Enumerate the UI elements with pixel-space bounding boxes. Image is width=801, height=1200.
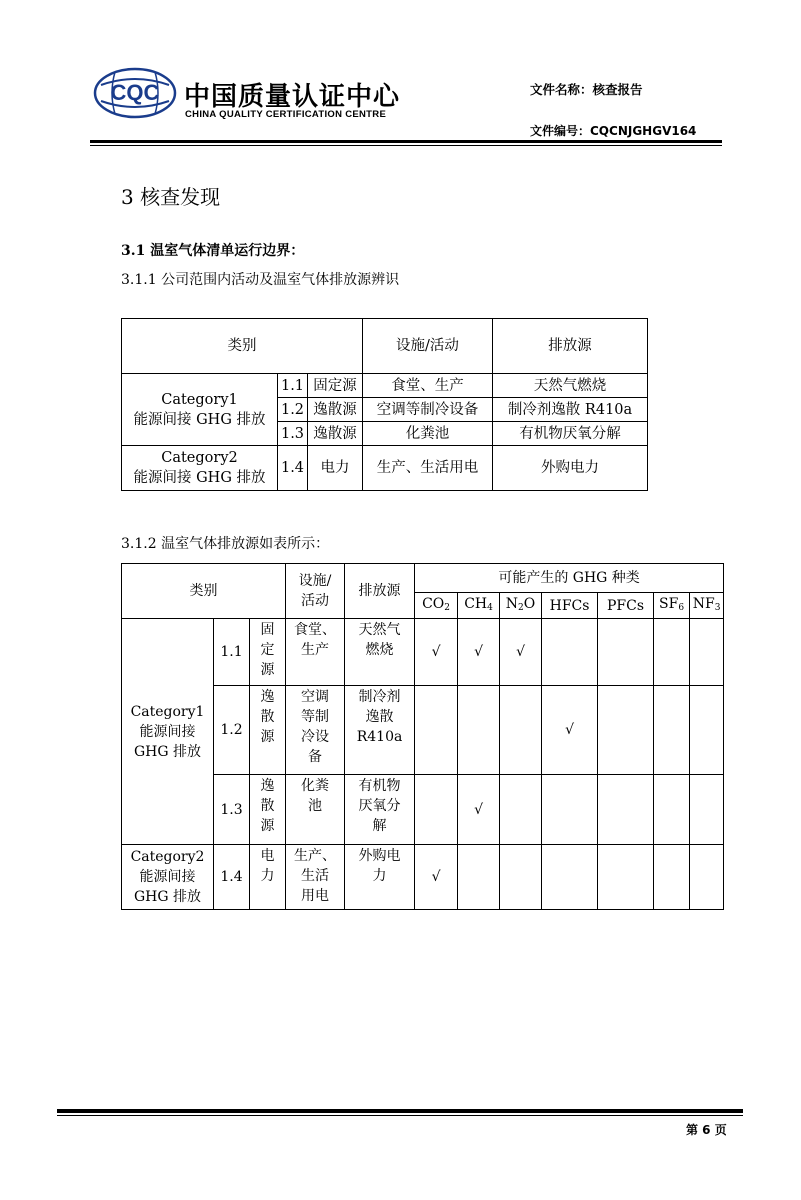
t1-row-type: 固定源 <box>308 374 363 398</box>
t1-row-no: 1.2 <box>278 398 308 422</box>
gas-subscript: 4 <box>487 602 493 613</box>
gas-base: HFCs <box>549 597 590 614</box>
t1-row-type: 逸散源 <box>308 422 363 446</box>
t1-category2-line2: 能源间接 GHG 排放 <box>133 470 266 486</box>
t2-row-facility-line: 生活 <box>301 868 330 884</box>
t2-row-type-line: 固 <box>260 622 275 638</box>
t2-row-type-line: 源 <box>260 818 275 834</box>
t2-row-source-line: 有机物 <box>358 778 401 794</box>
t2-row-source-line: 燃烧 <box>365 642 394 658</box>
t1-header-source: 排放源 <box>493 319 648 374</box>
t2-row-type <box>250 686 286 775</box>
t2-category2-line3: GHG 排放 <box>133 889 202 905</box>
t2-ghg-mark <box>654 619 690 686</box>
t2-row-source <box>345 619 415 686</box>
t2-category1-line1: Category1 <box>130 703 205 720</box>
section-title: 3 核查发现 <box>121 185 221 209</box>
header-rule-thin <box>90 145 722 146</box>
t2-row-type-line: 力 <box>260 868 275 884</box>
emission-source-table <box>121 318 648 491</box>
t2-row-type <box>250 845 286 910</box>
gas-header <box>598 593 654 619</box>
t1-header-category: 类别 <box>122 319 363 374</box>
ghg-type-table <box>121 563 724 910</box>
t1-row-facility: 生产、生活用电 <box>363 446 493 491</box>
gas-base: PFCs <box>607 597 645 614</box>
t2-row <box>122 845 724 910</box>
gas-base: CO <box>422 595 445 612</box>
t2-row-type-line: 逸 <box>260 778 275 794</box>
t2-ghg-mark <box>500 775 542 845</box>
gas-base: CH <box>464 595 488 612</box>
t2-row-type-line: 源 <box>260 662 275 678</box>
t2-ghg-mark <box>458 686 500 775</box>
t1-header-facility: 设施/活动 <box>363 319 493 374</box>
t1-category2-line1: Category2 <box>161 450 238 466</box>
t2-row-facility-line: 空调 <box>301 689 330 705</box>
t2-ghg-mark: √ <box>458 619 500 686</box>
t2-row-source <box>345 775 415 845</box>
t2-ghg-mark <box>415 686 458 775</box>
t2-row-facility <box>286 775 345 845</box>
gas-header <box>542 593 598 619</box>
t2-ghg-mark: √ <box>415 845 458 910</box>
t2-ghg-mark <box>654 775 690 845</box>
t2-row-type-line: 定 <box>260 642 275 658</box>
t2-row-type-line: 散 <box>260 798 275 814</box>
gas-base: SF <box>659 595 679 612</box>
t2-row-type-line: 逸 <box>260 689 275 705</box>
t2-header-facility <box>286 564 345 619</box>
subsection-2-title: 3.1.2 温室气体排放源如表所示： <box>121 536 330 552</box>
t2-ghg-mark <box>654 686 690 775</box>
t1-row-source: 制冷剂逸散 R410a <box>493 398 648 422</box>
doc-number: 文件编号：CQCNJGHGV164 <box>530 124 697 138</box>
t2-ghg-mark <box>598 775 654 845</box>
t2-ghg-mark <box>690 775 724 845</box>
t2-category2-line1: Category2 <box>130 849 205 865</box>
t2-ghg-mark: √ <box>458 775 500 845</box>
gas-header <box>415 593 458 619</box>
gas-header <box>458 593 500 619</box>
header-rule <box>90 140 722 143</box>
t2-ghg-mark <box>458 845 500 910</box>
gas-base: NF <box>692 595 715 612</box>
cqc-logo <box>93 67 177 119</box>
doc-name: 文件名称：核查报告 <box>530 82 643 97</box>
t2-row-type <box>250 775 286 845</box>
gas-subscript: 3 <box>714 602 721 613</box>
t2-ghg-mark <box>542 845 598 910</box>
t2-row-facility <box>286 845 345 910</box>
t2-row-no: 1.3 <box>214 775 250 845</box>
t1-category1-line2: 能源间接 GHG 排放 <box>133 411 266 428</box>
t2-ghg-mark <box>598 686 654 775</box>
t2-ghg-mark <box>415 775 458 845</box>
gas-header <box>654 593 690 619</box>
t2-row-source-line: 天然气 <box>358 622 401 638</box>
footer-rule-thin <box>57 1115 743 1116</box>
t2-header-category: 类别 <box>122 564 286 619</box>
t2-ghg-mark <box>690 619 724 686</box>
t2-ghg-mark <box>690 686 724 775</box>
t1-row-source: 天然气燃烧 <box>493 374 648 398</box>
t2-row-facility-line: 等制 <box>301 709 330 725</box>
t1-row-no: 1.3 <box>278 422 308 446</box>
t2-row-source-line: 力 <box>372 868 387 884</box>
t2-ghg-mark <box>690 845 724 910</box>
t2-category1-line2: 能源间接 <box>139 723 196 740</box>
t2-row-source-line: R410a <box>356 729 403 745</box>
t2-row-source-line: 外购电 <box>358 848 401 864</box>
t2-row-facility-line: 备 <box>308 749 323 765</box>
section-subtitle: 3.1 温室气体清单运行边界： <box>121 243 305 259</box>
t2-row-no: 1.2 <box>214 686 250 775</box>
t1-row-facility: 食堂、生产 <box>363 374 493 398</box>
t2-row-source-line: 逸散 <box>365 709 394 725</box>
t2-row-facility-line: 生产、 <box>294 848 337 864</box>
t2-row-source <box>345 845 415 910</box>
t2-row-type-line: 源 <box>260 729 275 745</box>
t2-ghg-mark <box>542 775 598 845</box>
t2-row-type <box>250 619 286 686</box>
t2-header-source: 排放源 <box>345 564 415 619</box>
gas-tail: O <box>523 595 536 612</box>
t2-row-facility <box>286 619 345 686</box>
t2-header-ghg: 可能产生的 GHG 种类 <box>415 564 724 593</box>
t2-row-type-line: 散 <box>260 709 275 725</box>
t2-ghg-mark: √ <box>415 619 458 686</box>
t2-ghg-mark: √ <box>500 619 542 686</box>
t1-row-source: 外购电力 <box>493 446 648 491</box>
page-number: 第 6 页 <box>686 1123 727 1137</box>
t1-row-no: 1.4 <box>278 446 308 491</box>
gas-subscript: 6 <box>678 602 685 613</box>
t2-row-facility-line: 池 <box>308 798 323 814</box>
gas-header <box>500 593 542 619</box>
footer-rule <box>57 1109 743 1113</box>
t2-ghg-mark <box>542 619 598 686</box>
subsection-1-title: 3.1.1 公司范围内活动及温室气体排放源辨识 <box>121 272 400 288</box>
t2-header-facility-line2: 活动 <box>301 593 330 609</box>
t2-ghg-mark <box>500 686 542 775</box>
t2-ghg-mark <box>598 845 654 910</box>
t2-ghg-mark <box>500 845 542 910</box>
gas-base: N <box>505 595 519 612</box>
logo-text: CQC <box>110 80 160 105</box>
t2-row <box>122 619 724 686</box>
t1-row-source: 有机物厌氧分解 <box>493 422 648 446</box>
t1-row-type: 逸散源 <box>308 398 363 422</box>
t2-row-no: 1.4 <box>214 845 250 910</box>
gas-header <box>690 593 724 619</box>
t2-row-source-line: 解 <box>372 818 387 834</box>
t2-ghg-mark: √ <box>542 686 598 775</box>
t1-row-type: 电力 <box>308 446 363 491</box>
t2-row-source-line: 厌氧分 <box>358 798 401 814</box>
t1-row-no: 1.1 <box>278 374 308 398</box>
t2-ghg-mark <box>598 619 654 686</box>
t1-row-facility: 空调等制冷设备 <box>363 398 493 422</box>
t1-category1-line1: Category1 <box>161 391 238 408</box>
org-name-cn: 中国质量认证中心 <box>184 82 401 112</box>
t1-category2-cell <box>122 446 278 491</box>
t2-row-facility-line: 生产 <box>301 642 330 658</box>
t2-ghg-mark <box>654 845 690 910</box>
t2-category1-cell <box>122 619 214 845</box>
t2-header-facility-line1: 设施/ <box>298 573 332 589</box>
gas-subscript: 2 <box>518 602 524 613</box>
t2-row-type-line: 电 <box>260 848 275 864</box>
t2-row-facility-line: 用电 <box>301 888 330 904</box>
t2-row-source <box>345 686 415 775</box>
t2-row-facility-line: 冷设 <box>301 729 330 745</box>
t2-row-source-line: 制冷剂 <box>358 689 401 705</box>
t2-row-facility-line: 化粪 <box>301 778 330 794</box>
gas-subscript: 2 <box>444 602 450 613</box>
t1-category1-cell <box>122 374 278 446</box>
t2-category1-line3: GHG 排放 <box>133 743 202 760</box>
t2-category2-cell <box>122 845 214 910</box>
t1-row-facility: 化粪池 <box>363 422 493 446</box>
org-name-en: CHINA QUALITY CERTIFICATION CENTRE <box>185 109 387 120</box>
t2-row-facility-line: 食堂、 <box>294 622 337 638</box>
t2-row-no: 1.1 <box>214 619 250 686</box>
t2-category2-line2: 能源间接 <box>139 869 196 885</box>
t2-row-facility <box>286 686 345 775</box>
